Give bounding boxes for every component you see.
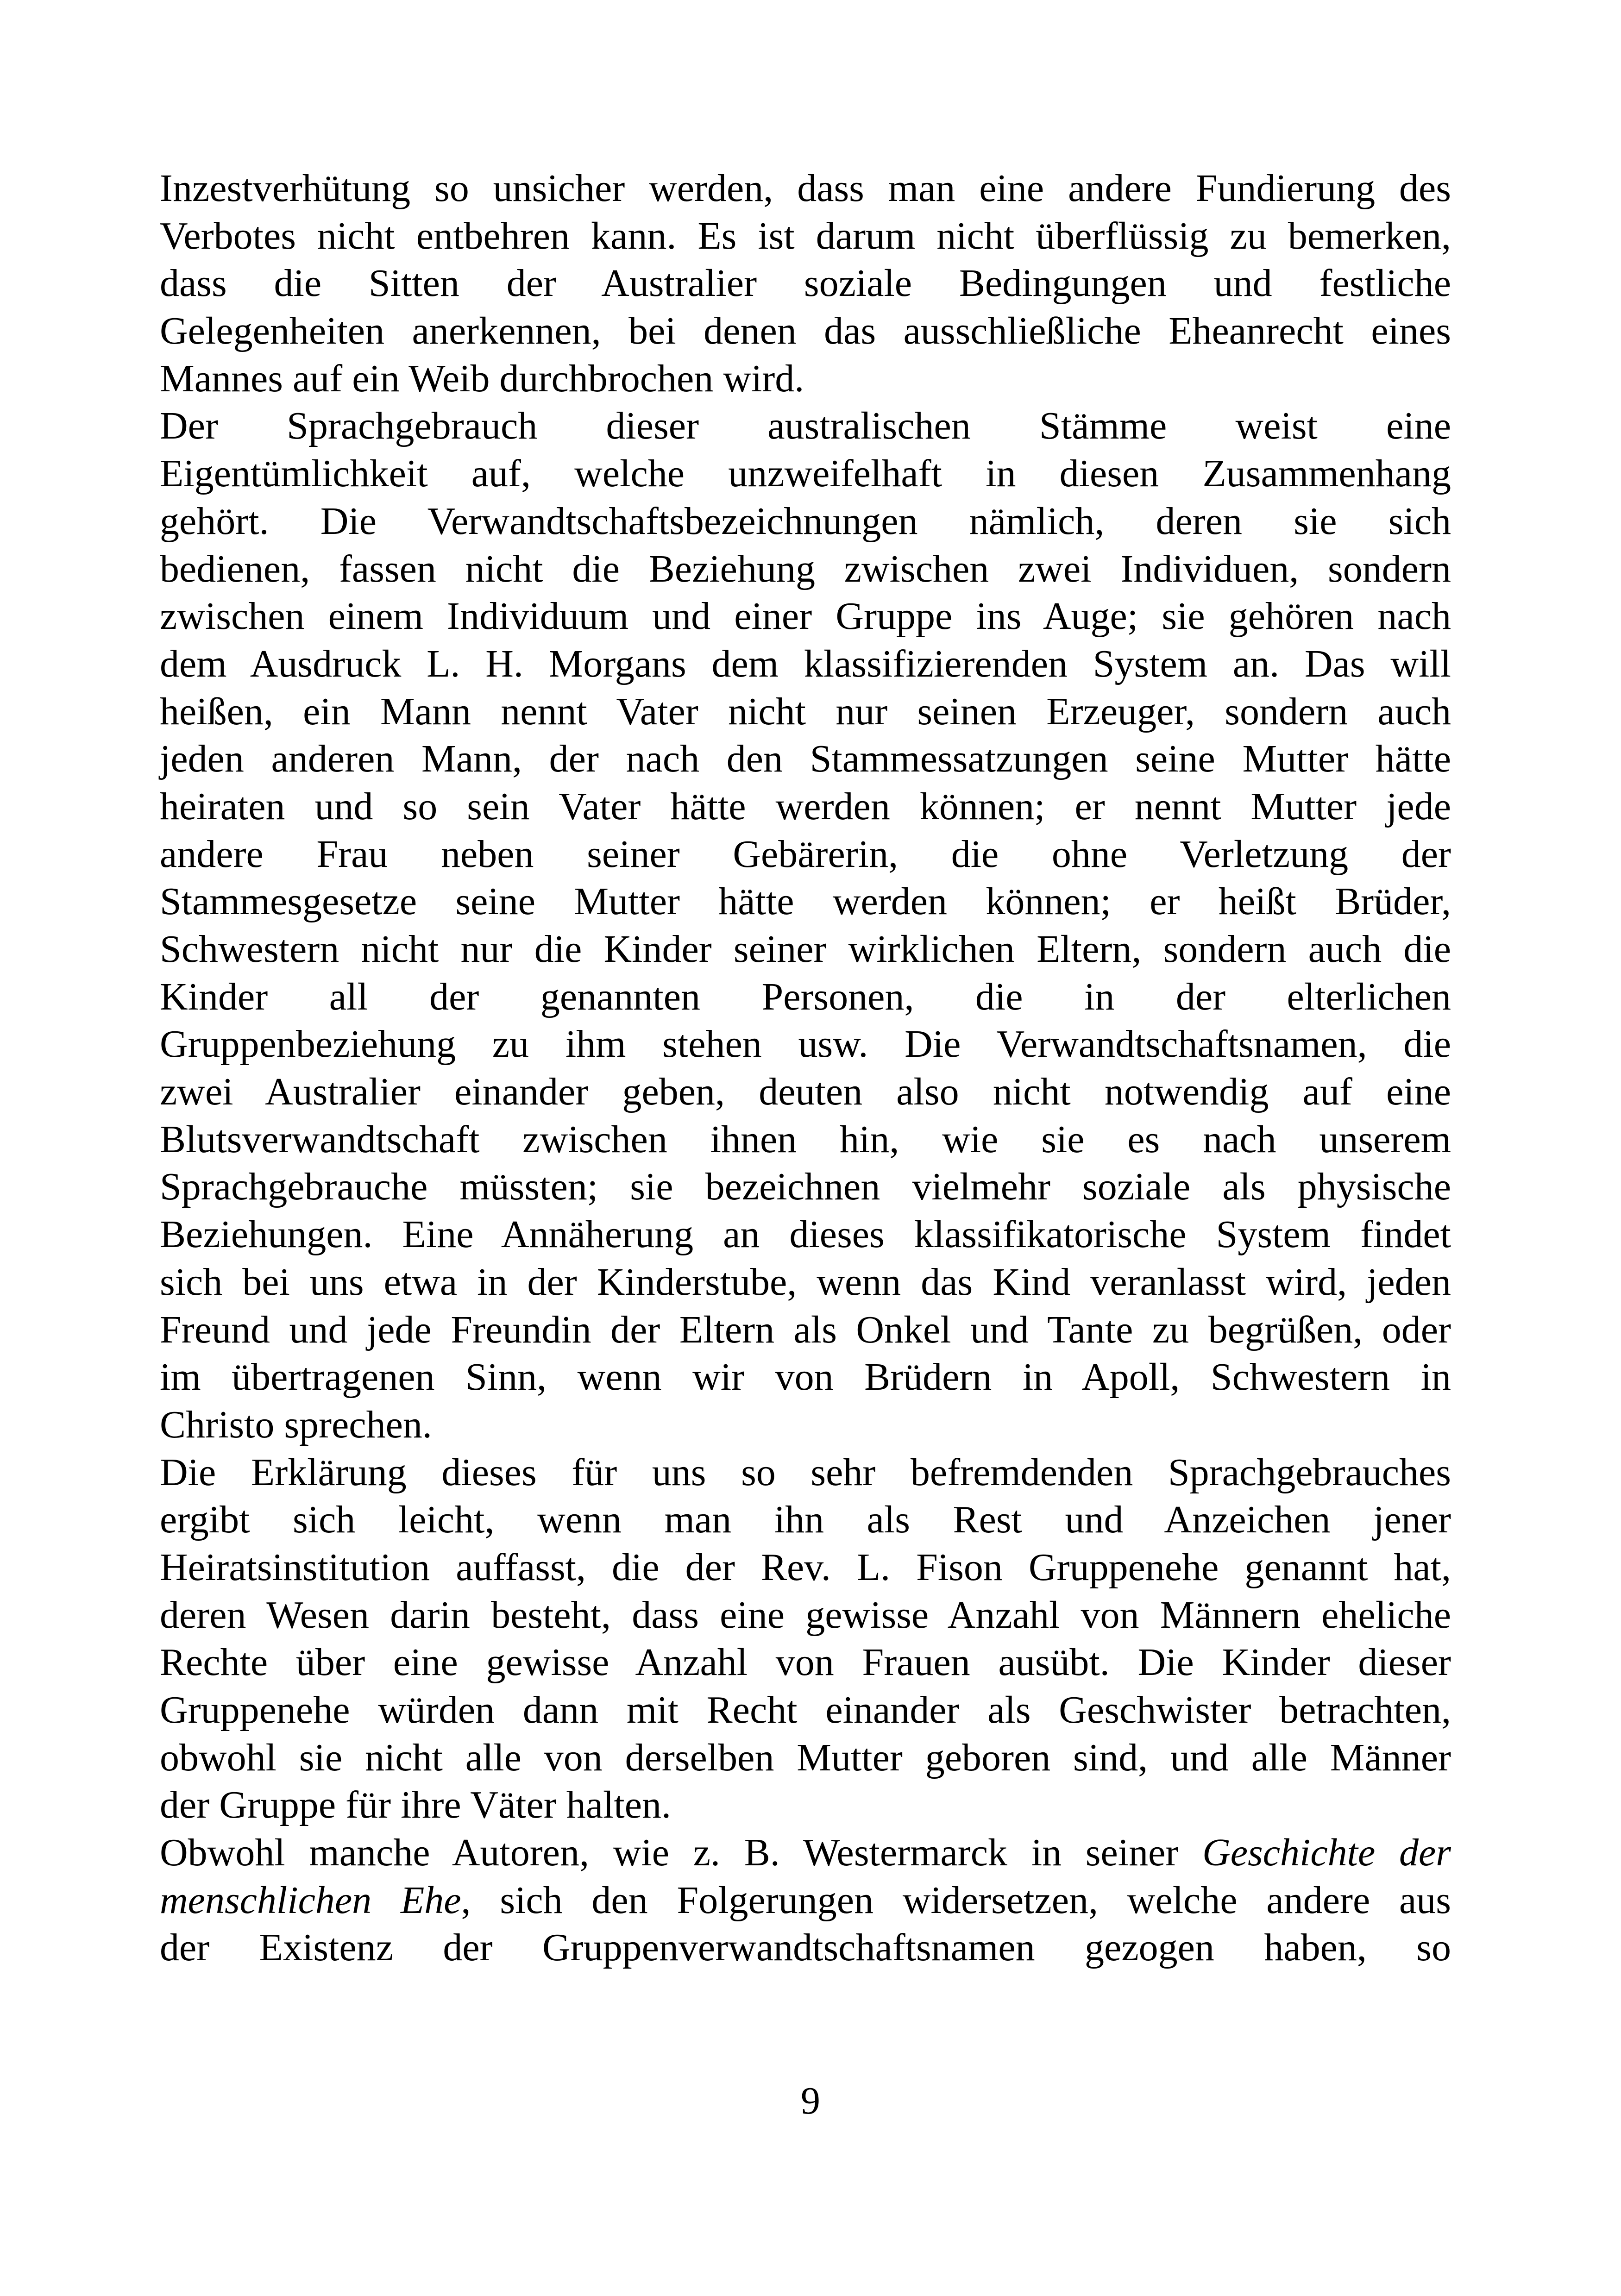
text-line [160, 1877, 1451, 1925]
text-line [160, 1829, 1451, 1877]
text-line: Die Erklärung dieses für uns so sehr befremdenden Sprachgebrauches [160, 1450, 1451, 1494]
text-line: heißen, ein Mann nennt Vater nicht nur seinen Erzeuger, sondern auch [160, 690, 1451, 733]
page-body [160, 165, 1451, 1972]
text-line: Mannes auf ein Weib durchbrochen wird. [160, 357, 804, 400]
text-line: Rechte über eine gewisse Anzahl von Frauen ausübt. Die Kinder dieser [160, 1641, 1451, 1684]
text-line: Freund und jede Freundin der Eltern als Onkel und Tante zu begrüßen, oder [160, 1308, 1451, 1351]
paragraph-3 [160, 1449, 1451, 1830]
text-line: deren Wesen darin besteht, dass eine gewisse Anzahl von Männern eheliche [160, 1593, 1451, 1637]
text-line: Gruppenbeziehung zu ihm stehen usw. Die Verwandtschaftsnamen, die [160, 1023, 1451, 1066]
book-title-italic: menschlichen Ehe [160, 1878, 461, 1922]
text-line: andere Frau neben seiner Gebärerin, die ohne Verletzung der [160, 832, 1451, 876]
text-line: ergibt sich leicht, wenn man ihn als Rest und Anzeichen jener [160, 1498, 1451, 1542]
text-line: im übertragenen Sinn, wenn wir von Brüdern in Apoll, Schwestern in [160, 1355, 1451, 1399]
text-run: Obwohl manche Autoren, wie z. B. Westermarck in seiner [160, 1831, 1203, 1875]
text-line: jeden anderen Mann, der nach den Stammessatzungen seine Mutter hätte [160, 737, 1451, 781]
text-line: Christo sprechen. [160, 1403, 432, 1446]
text-line: dem Ausdruck L. H. Morgans dem klassifizierenden System an. Das will [160, 642, 1451, 685]
text-line: zwischen einem Individuum und einer Gruppe ins Auge; sie gehören nach [160, 595, 1451, 638]
text-line: Inzestverhütung so unsicher werden, dass man eine andere Fundierung des [160, 167, 1451, 210]
text-line: Beziehungen. Eine Annäherung an dieses klassifikatorische System findet [160, 1213, 1451, 1256]
text-line: Blutsverwandtschaft zwischen ihnen hin, wie sie es nach unserem [160, 1117, 1451, 1161]
text-line: Gruppenehe würden dann mit Recht einander als Geschwister betrachten, [160, 1688, 1451, 1731]
text-line: Heiratsinstitution auffasst, die der Rev. L. Fison Gruppenehe genannt hat, [160, 1545, 1451, 1589]
text-line: Schwestern nicht nur die Kinder seiner wirklichen Eltern, sondern auch die [160, 928, 1451, 971]
text-line: der Gruppe für ihre Väter halten. [160, 1783, 671, 1827]
text-line: Stammesgesetze seine Mutter hätte werden können; er heißt Brüder, [160, 880, 1451, 923]
text-line: bedienen, fassen nicht die Beziehung zwischen zwei Individuen, sondern [160, 547, 1451, 590]
text-line: Kinder all der genannten Personen, die in der elterlichen [160, 975, 1451, 1018]
text-run: , sich den Folgerungen widersetzen, welche andere aus [461, 1878, 1451, 1922]
text-line: dass die Sitten der Australier soziale Bedingungen und festliche [160, 262, 1451, 305]
text-line: der Existenz der Gruppenverwandtschaftsnamen gezogen haben, so [160, 1926, 1451, 1970]
text-line: obwohl sie nicht alle von derselben Mutter geboren sind, und alle Männer [160, 1736, 1451, 1779]
text-line: sich bei uns etwa in der Kinderstube, wenn das Kind veranlasst wird, jeden [160, 1260, 1451, 1304]
text-line: Eigentümlichkeit auf, welche unzweifelhaft in diesen Zusammenhang [160, 452, 1451, 496]
text-line: Gelegenheiten anerkennen, bei denen das ausschließliche Eheanrecht eines [160, 309, 1451, 353]
paragraph-4 [160, 1829, 1451, 1972]
book-title-italic: Geschichte der [1202, 1831, 1451, 1875]
text-line: heiraten und so sein Vater hätte werden können; er nennt Mutter jede [160, 784, 1451, 828]
page-number: 9 [801, 2079, 820, 2122]
paragraph-1 [160, 165, 1451, 402]
text-line: Verbotes nicht entbehren kann. Es ist darum nicht überflüssig zu bemerken, [160, 214, 1451, 257]
text-line: zwei Australier einander geben, deuten also nicht notwendig auf eine [160, 1070, 1451, 1114]
text-line: Der Sprachgebrauch dieser australischen Stämme weist eine [160, 404, 1451, 448]
text-line: gehört. Die Verwandtschaftsbezeichnungen nämlich, deren sie sich [160, 499, 1451, 543]
paragraph-2 [160, 402, 1451, 1449]
text-line: Sprachgebrauche müssten; sie bezeichnen vielmehr soziale als physische [160, 1165, 1451, 1209]
